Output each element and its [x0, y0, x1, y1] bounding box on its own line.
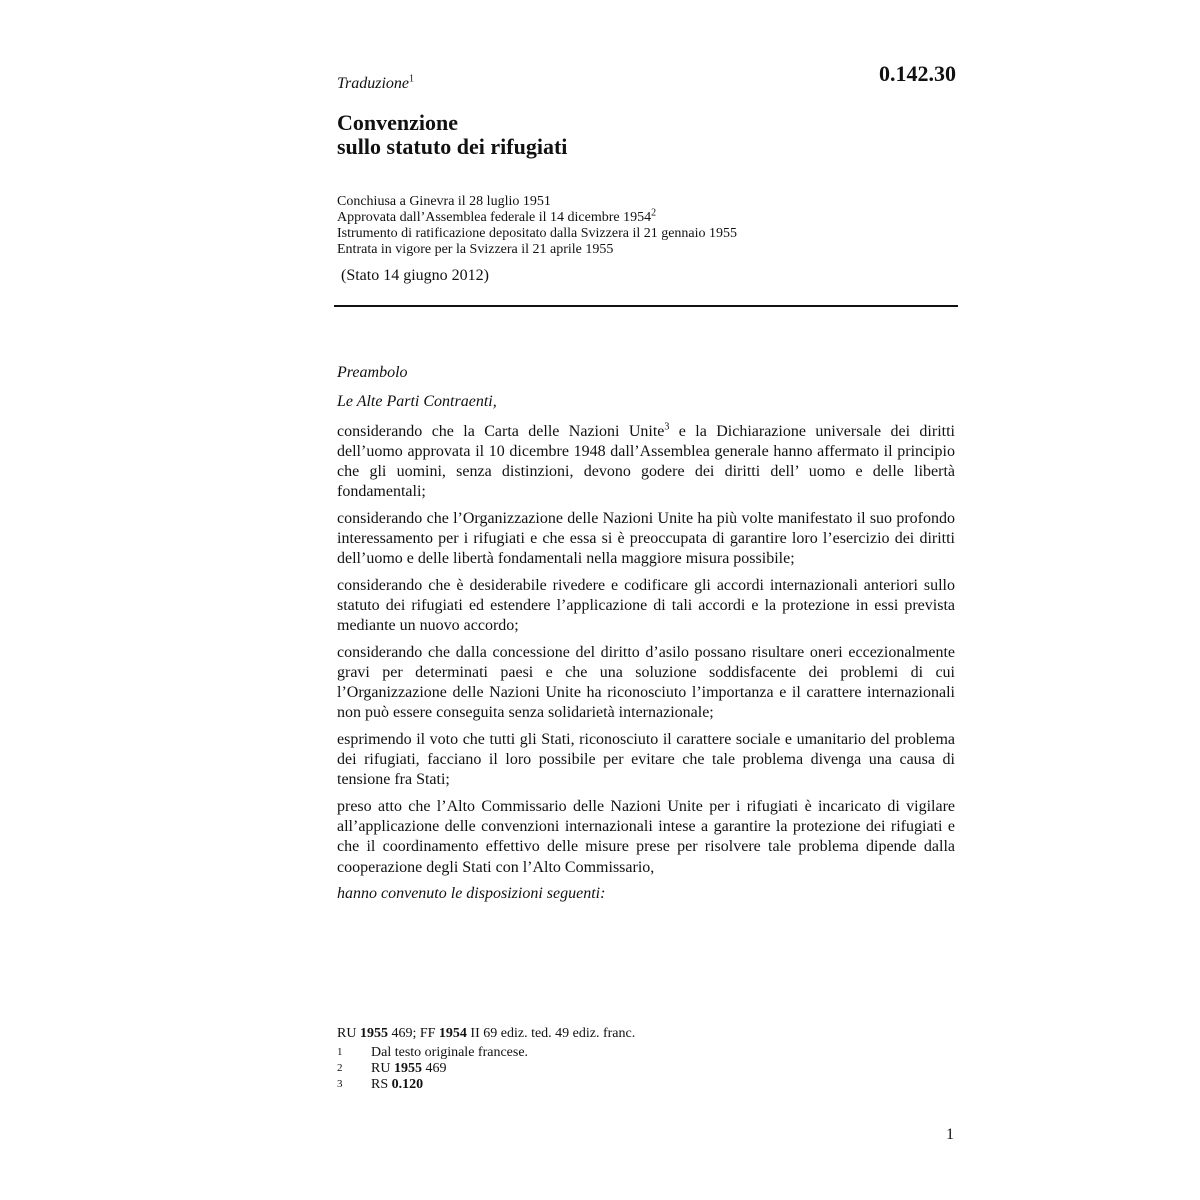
footnote-1 [337, 1045, 635, 1061]
footnote-2 [337, 1061, 635, 1077]
source-ru-year: 1955 [359, 1026, 388, 1041]
page-number: 1 [946, 1126, 954, 1143]
translation-label-text: Traduzione [337, 75, 410, 92]
status-date: (Stato 14 giugno 2012) [341, 267, 489, 284]
preamble-section [337, 363, 955, 910]
source-ff-rest: II 69 ediz. ted. 49 ediz. franc. [466, 1026, 636, 1041]
footnote-text [371, 1061, 446, 1077]
meta-concluded: Conchiusa a Ginevra il 28 luglio 1951 [337, 194, 551, 209]
preamble-heading: Preambolo [337, 364, 408, 381]
source-ff-year: 1954 [438, 1026, 467, 1041]
meta-entry-into-force: Entrata in vigore per la Svizzera il 21 aprile 1955 [337, 242, 614, 257]
footnote-suffix: 469 [421, 1061, 447, 1076]
footnote-number: 3 [337, 1078, 343, 1090]
header-divider [334, 305, 958, 307]
preamble-paragraph-2: considerando che l’Organizzazione delle Nazioni Unite ha più volte manifestato il suo profondo interessamento per i rifugiati e che essa si è preoccupata di garantire loro l’esercizio dei diritti dell’uomo e delle libertà fondamentali nella maggiore misura possibile; [337, 509, 955, 568]
meta-ratification: Istrumento di ratificazione depositato dalla Svizzera il 21 gennaio 1955 [337, 226, 738, 241]
footnote-bold: 0.120 [391, 1077, 424, 1092]
footnote-text [371, 1077, 423, 1093]
preamble-paragraph-5: esprimendo il voto che tutti gli Stati, riconosciuto il carattere sociale e umanitario del problema dei rifugiati, facciano il loro possibile per evitare che tale problema divenga una causa di tensione fra Stati; [337, 730, 955, 789]
sr-number: 0.142.30 [879, 61, 956, 86]
preamble-paragraph-6: preso atto che l’Alto Commissario delle Nazioni Unite per i rifugiati è incaricato di vigilare all’applicazione delle convenzioni internazionali intese a garantire la protezione dei rifugiati e che il coordinamento effettivo delle misure prese per risolvere tale problema dipende dalla cooperazione degli Stati con l’Alto Commissario, [337, 797, 955, 876]
footnote-ref-3[interactable]: 3 [664, 421, 670, 433]
preamble-closing: hanno convenuto le disposizioni seguenti: [337, 884, 606, 902]
footnote-prefix: RS [371, 1077, 392, 1092]
footnote-text: Dal testo originale francese. [371, 1045, 529, 1060]
footnote-number: 2 [337, 1062, 343, 1074]
footnotes [337, 1026, 635, 1093]
paragraph-1-end: e la Dichiarazione universale dei diritti dell’uomo approvata il 10 dicembre 1948 dall’Assemblea generale hanno affermato il principio che gli uomini, senza distinzioni, devono godere dei diritti dell’ uomo e delle libertà fondamentali; [337, 422, 955, 501]
preamble-paragraph-4: considerando che dalla concessione del diritto d’asilo possano risultare oneri eccezionalmente gravi per determinati paesi e che una soluzione soddisfacente dei problemi di cui l’Organizzazione delle Nazioni Unite ha riconosciuto l’importanza e il carattere internazionali non può essere conseguita senza solidarietà internazionale; [337, 643, 955, 722]
preamble-paragraph-3: considerando che è desiderabile rivedere e codificare gli accordi internazionali anteriori sullo statuto dei rifugiati ed estendere l’applicazione di tali accordi e la protezione in essi prevista mediante un nuovo accordo; [337, 576, 955, 635]
document-metadata [337, 194, 737, 258]
footnote-3 [337, 1077, 635, 1093]
title-line-1: Convenzione [337, 110, 458, 135]
source-ru-rest: 469; FF [387, 1026, 439, 1041]
preamble-paragraph-1 [337, 422, 955, 503]
footnote-bold: 1955 [393, 1061, 422, 1076]
footnote-source [337, 1026, 635, 1042]
footnote-number: 1 [337, 1046, 343, 1058]
meta-approved-text: Approvata dall’Assemblea federale il 14 dicembre 1954 [337, 210, 652, 225]
source-ru-label: RU [337, 1026, 360, 1041]
footnote-ref-2[interactable]: 2 [651, 207, 657, 219]
translation-label [337, 74, 414, 94]
footnote-prefix: RU [371, 1061, 394, 1076]
title-line-2: sullo statuto dei rifugiati [337, 134, 568, 159]
footnote-ref-1[interactable]: 1 [409, 73, 415, 85]
paragraph-1-start: considerando che la Carta delle Nazioni Unite [337, 422, 665, 440]
preamble-parties: Le Alte Parti Contraenti, [337, 393, 497, 411]
document-title [337, 111, 567, 159]
meta-approved [337, 207, 737, 226]
